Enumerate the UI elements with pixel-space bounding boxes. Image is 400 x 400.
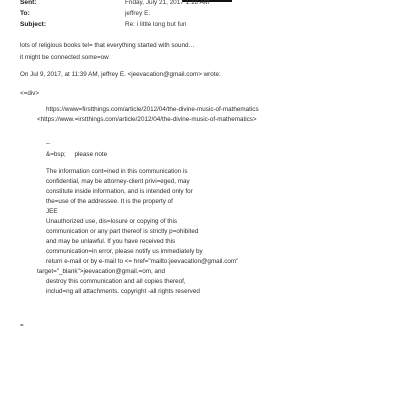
please-note: &=bsp; please note — [46, 151, 108, 158]
quote-intro: On Jul 9, 2017, at 11:39 AM, jeffrey E. <jeevacation@gmail.com> wrote: — [20, 71, 221, 78]
subject-label: Subject: — [20, 21, 47, 28]
disclaimer-line: destroy this communication and all copies thereof, — [46, 278, 186, 285]
div-tag: <=div> — [20, 90, 40, 97]
sent-row — [0, 0, 400, 9]
disclaimer-line: return e-mail or by e-mail to <= href="mailto:jeevacation@gmail.com" — [46, 258, 239, 265]
disclaimer-line: confidential, may be attorney-client privi=eged, may — [46, 178, 190, 185]
disclaimer-line: communication=in error, please notify us immediately by — [46, 248, 203, 255]
article-link-1[interactable]: https://www=firstthings.com/article/2012/04/the-divine-music-of-mathematics — [46, 106, 259, 113]
disclaimer-line: communication or any part thereof is strictly p=ohibited — [46, 228, 199, 235]
subject-value: Re: i little long but fun — [125, 21, 187, 28]
article-link-2[interactable]: <https://www.=irstthings.com/article/2012/04/the-divine-music-of-mathematics> — [37, 116, 257, 123]
disclaimer-line: includ=ng all attachments. copyright -all rights reserved — [46, 288, 200, 295]
sent-value: Friday, July 21, 2017 1:18 AM — [125, 0, 210, 6]
to-value: jeffrey E. — [125, 10, 151, 17]
disclaimer-line: Unauthorized use, dis=losure or copying of this — [46, 218, 178, 225]
trailing-char: = — [20, 322, 24, 329]
disclaimer-line: and may be unlawful. If you have received this — [46, 238, 176, 245]
dash-separator: -- — [46, 140, 51, 147]
subject-row — [0, 21, 400, 31]
body-line-2: it might be connected some=ow — [20, 54, 109, 61]
to-label: To: — [20, 10, 30, 17]
sent-label: Sent: — [20, 0, 37, 6]
disclaimer-line: JEE — [46, 208, 58, 215]
to-row — [0, 10, 400, 20]
disclaimer-line: the=use of the addressee. It is the property of — [46, 198, 173, 205]
disclaimer-line: The information cont=ined in this communication is — [46, 168, 188, 175]
disclaimer-line: target="_blank">jeevacation@gmail.=om, and — [37, 268, 165, 275]
disclaimer-line: constitute inside information, and is intended only for — [46, 188, 193, 195]
body-line-1: lots of religious books tel= that everything started with sound… — [20, 42, 195, 49]
